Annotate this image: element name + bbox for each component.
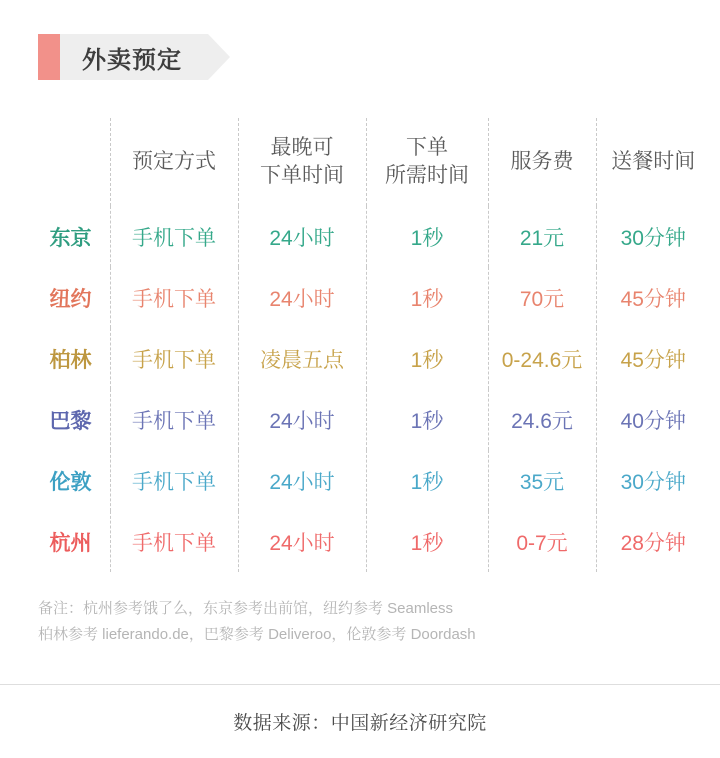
- row-city-label: 东京: [49, 226, 92, 250]
- row-city-label: 伦敦: [49, 470, 92, 494]
- footnote-line-1: 备注：杭州参考饿了么，东京参考出前馆，纽约参考 Seamless: [38, 600, 454, 617]
- source-band: [0, 684, 720, 758]
- footnote-line-2: 柏林参考 lieferando.de，巴黎参考 Deliveroo，伦敦参考 Doordash: [38, 626, 476, 644]
- cell-order-method: 手机下单: [110, 389, 238, 450]
- cell-latest-order-time: 凌晨五点: [238, 328, 366, 389]
- row-city-label: 杭州: [49, 531, 92, 555]
- cell-delivery-time: 28分钟: [596, 511, 710, 572]
- column-header-service-fee-line1: 服务费: [510, 149, 574, 173]
- column-header-service-fee: [488, 118, 596, 206]
- cell-service-fee: 0-24.6元: [488, 328, 596, 389]
- cell-latest-order-time: 24小时: [238, 389, 366, 450]
- column-header-delivery-time: [596, 118, 710, 206]
- table-row: [10, 267, 710, 328]
- cell-order-duration: 1秒: [366, 511, 488, 572]
- cell-order-duration: 1秒: [366, 328, 488, 389]
- row-city-label: 巴黎: [49, 409, 92, 433]
- table-row: [10, 511, 710, 572]
- cell-service-fee: 70元: [488, 267, 596, 328]
- cell-service-fee: 24.6元: [488, 389, 596, 450]
- table-row: [10, 389, 710, 450]
- cell-service-fee: 0-7元: [488, 511, 596, 572]
- cell-latest-order-time: 24小时: [238, 267, 366, 328]
- cell-delivery-time: 30分钟: [596, 206, 710, 267]
- column-header-order-duration-line2: 所需时间: [385, 164, 469, 187]
- source-text: 数据来源：中国新经济研究院: [233, 713, 487, 734]
- table-grid: [10, 118, 710, 572]
- header-plate: [60, 34, 208, 80]
- cell-order-duration: 1秒: [366, 267, 488, 328]
- row-city-label: 柏林: [49, 348, 92, 372]
- cell-latest-order-time: 24小时: [238, 450, 366, 511]
- cell-order-method: 手机下单: [110, 511, 238, 572]
- table-row: [10, 450, 710, 511]
- cell-order-method: 手机下单: [110, 328, 238, 389]
- table-row: [10, 206, 710, 267]
- cell-order-duration: 1秒: [366, 206, 488, 267]
- comparison-table: [0, 118, 720, 572]
- cell-order-method: 手机下单: [110, 267, 238, 328]
- column-header-city: [10, 118, 110, 206]
- cell-order-duration: 1秒: [366, 389, 488, 450]
- column-header-order-method-line1: 预定方式: [132, 149, 216, 173]
- page-title: 外卖预定: [82, 46, 182, 74]
- column-header-order-duration: [366, 118, 488, 206]
- cell-order-method: 手机下单: [110, 206, 238, 267]
- cell-latest-order-time: 24小时: [238, 206, 366, 267]
- cell-delivery-time: 45分钟: [596, 328, 710, 389]
- column-header-latest-order-time-line1: 最晚可: [270, 135, 334, 159]
- table-row: [10, 328, 710, 389]
- cell-latest-order-time: 24小时: [238, 511, 366, 572]
- table-header-row: [10, 118, 710, 206]
- cell-order-duration: 1秒: [366, 450, 488, 511]
- column-header-latest-order-time-line2: 下单时间: [260, 164, 344, 187]
- cell-service-fee: 21元: [488, 206, 596, 267]
- column-header-delivery-time-line1: 送餐时间: [611, 149, 696, 173]
- column-header-order-duration-line1: 下单: [406, 135, 448, 159]
- header-accent-bar: [38, 34, 60, 80]
- cell-delivery-time: 45分钟: [596, 267, 710, 328]
- cell-service-fee: 35元: [488, 450, 596, 511]
- chart-header: [38, 34, 682, 80]
- cell-delivery-time: 30分钟: [596, 450, 710, 511]
- cell-delivery-time: 40分钟: [596, 389, 710, 450]
- footnote: [38, 596, 678, 649]
- row-city-label: 纽约: [49, 287, 92, 311]
- column-header-order-method: [110, 118, 238, 206]
- column-header-latest-order-time: [238, 118, 366, 206]
- cell-order-method: 手机下单: [110, 450, 238, 511]
